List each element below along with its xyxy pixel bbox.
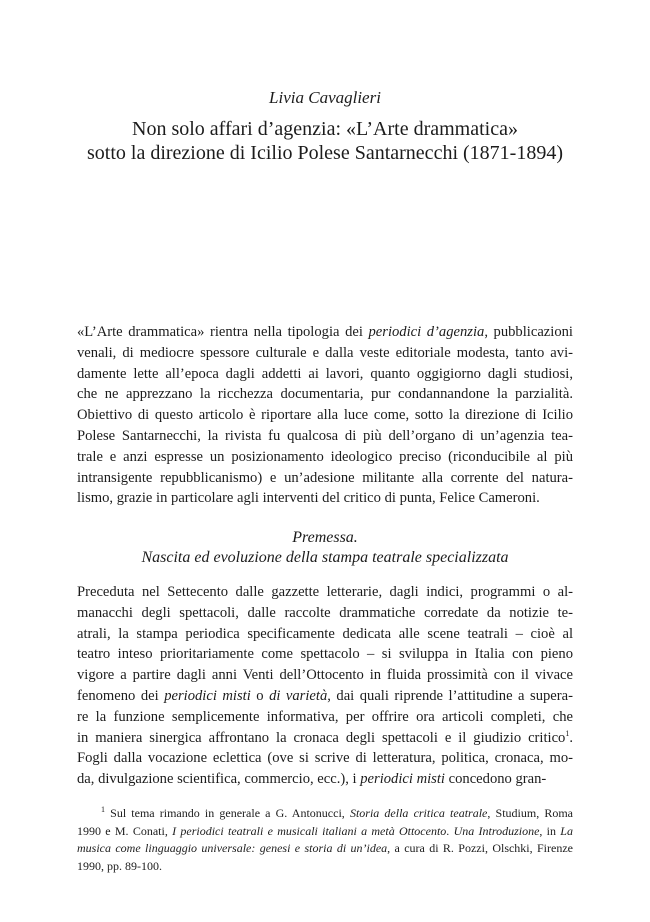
text-line: venali, di mediocre spessore culturale e dalla veste editoriale modesta, tanto avi- xyxy=(77,344,573,361)
section-heading xyxy=(0,528,650,568)
text-line: atrali, la stampa periodica specificamente dedicata alle scene teatrali – cioè al xyxy=(77,625,573,642)
body-text xyxy=(77,582,573,790)
italic-text: periodici d’agenzia xyxy=(368,324,485,340)
text-line: 1990 e M. Conati, I periodici teatrali e musicali italiani a metà Ottocento. Una Introduzione, in La xyxy=(77,823,573,838)
text-line: re la funzione semplicemente informativa, per offrire ora articoli completi, che xyxy=(77,708,573,725)
text-line: Preceduta nel Settecento dalle gazzette letterarie, dagli indici, programmi o al- xyxy=(77,584,573,600)
section-label: Premessa. xyxy=(292,529,358,546)
text-line: lismo, grazie in particolare agli interventi del critico di punta, Felice Cameroni. xyxy=(77,490,540,507)
text-line: intransigente repubblicanismo) e un’adesione militante alla corrente del natura- xyxy=(77,469,573,486)
text-line: musica come linguaggio universale: genesi e storia di un’idea, a cura di R. Pozzi, Olschki, Firenze xyxy=(77,841,573,855)
italic-text: Una Introduzione xyxy=(453,823,540,838)
italic-text: musica come linguaggio universale: genesi e storia di un’idea xyxy=(77,841,388,855)
text-line: damente lette all’epoca dagli addetti ai lavori, quanto oggigiorno dagli studiosi, xyxy=(77,365,573,382)
footnote xyxy=(77,805,573,875)
article-title xyxy=(0,117,650,165)
text-line: fenomeno dei periodici misti o di varietà, dai quali riprende l’attitudine a supera- xyxy=(77,687,573,704)
italic-text: Storia della critica teatrale xyxy=(349,806,488,820)
footnote-marker: 1 xyxy=(101,805,105,814)
text-line: $^1$ Sul tema rimando in generale a G. Antonucci, Storia della critica teatrale, Studium, Roma xyxy=(101,805,574,820)
text-line: 1990, pp. 89-100. xyxy=(77,858,162,873)
text-line: Polese Santarnecchi, la rivista fu qualcosa di più dell’organo di un’agenzia tea- xyxy=(77,427,573,444)
text-line: da, divulgazione scientifica, commercio, ecc.), i periodici misti concedono gran- xyxy=(77,771,547,788)
title-line: Non solo affari d’agenzia: «L’Arte drammatica» xyxy=(132,118,518,140)
text-line: Fogli dalla vocazione eclettica (ove si scrive di letteratura, politica, cronaca, mo- xyxy=(77,750,573,767)
text-line: trale e anzi espresse un posizionamento ideologico preciso (riconducibile al più xyxy=(77,448,573,465)
text-line: in maniera sinergica affrontano la cronaca degli spettacoli e il giudizio critico$^1$. xyxy=(77,728,573,746)
italic-text: La xyxy=(560,823,573,838)
text-line: che ne apprezzano la ricchezza documentaria, pur condannandone la parzialità. xyxy=(77,386,573,403)
text-line: manacchi degli spettacoli, dalle raccolte drammatiche corredate da notizie te- xyxy=(77,604,573,621)
italic-text: di varietà xyxy=(269,687,328,704)
italic-text: I periodici teatrali e musicali italiani a metà Ottocento xyxy=(172,823,447,838)
footnote-marker: 1 xyxy=(565,728,570,738)
text-line: teatro inteso prioritariamente come spettacolo – si sviluppa in Italia con pieno xyxy=(77,646,573,663)
title-line: sotto la direzione di Icilio Polese Santarnecchi (1871-1894) xyxy=(87,142,563,164)
text-line: Obiettivo di questo articolo è riportare alla luce come, sotto la direzione di Icilio xyxy=(77,407,573,424)
author-name: Livia Cavaglieri xyxy=(269,88,381,107)
text-line: «L’Arte drammatica» rientra nella tipologia dei periodici d’agenzia, pubblicazioni xyxy=(77,324,573,340)
section-title: Nascita ed evoluzione della stampa teatrale specializzata xyxy=(141,549,509,566)
italic-text: periodici misti xyxy=(360,771,445,788)
abstract xyxy=(77,322,573,509)
text-line: vigore a partire dagli anni Venti dell’Ottocento in fluida prossimità con il vivace xyxy=(77,667,573,684)
italic-text: periodici misti xyxy=(164,687,251,704)
